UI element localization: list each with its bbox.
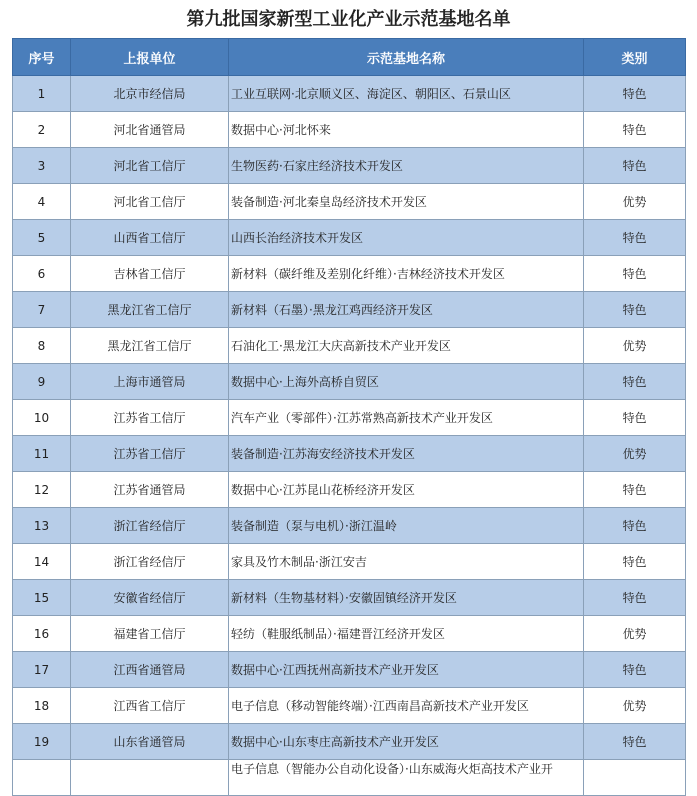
cell-category: 特色 — [584, 148, 686, 184]
cell-unit: 上海市通管局 — [71, 364, 229, 400]
cell-unit: 山东省通管局 — [71, 724, 229, 760]
table-row — [13, 436, 686, 472]
cell-base-name: 数据中心·江苏昆山花桥经济开发区 — [229, 472, 584, 508]
cell-unit: 安徽省经信厅 — [71, 580, 229, 616]
cell-index: 2 — [13, 112, 71, 148]
cell-category: 特色 — [584, 508, 686, 544]
cell-index: 8 — [13, 328, 71, 364]
cell-category: 特色 — [584, 112, 686, 148]
table-body — [13, 76, 686, 796]
cell-category: 特色 — [584, 472, 686, 508]
cell-unit: 江苏省通管局 — [71, 472, 229, 508]
cell-unit — [71, 760, 229, 796]
cell-index: 14 — [13, 544, 71, 580]
cell-base-name: 新材料（碳纤维及差别化纤维）·吉林经济技术开发区 — [229, 256, 584, 292]
cell-category: 特色 — [584, 724, 686, 760]
cell-category: 优势 — [584, 688, 686, 724]
cell-category: 特色 — [584, 76, 686, 112]
cell-base-name: 数据中心·河北怀来 — [229, 112, 584, 148]
cell-base-name: 数据中心·江西抚州高新技术产业开发区 — [229, 652, 584, 688]
cell-unit: 江西省工信厅 — [71, 688, 229, 724]
cell-base-name: 新材料（生物基材料）·安徽固镇经济开发区 — [229, 580, 584, 616]
table-row — [13, 220, 686, 256]
table-row — [13, 292, 686, 328]
table-row — [13, 364, 686, 400]
cell-unit: 河北省工信厅 — [71, 148, 229, 184]
table-row — [13, 652, 686, 688]
cell-unit: 黑龙江省工信厅 — [71, 328, 229, 364]
cell-index: 10 — [13, 400, 71, 436]
cell-index: 19 — [13, 724, 71, 760]
cell-index: 11 — [13, 436, 71, 472]
cell-unit: 山西省工信厅 — [71, 220, 229, 256]
cell-base-name: 数据中心·山东枣庄高新技术产业开发区 — [229, 724, 584, 760]
cell-index: 6 — [13, 256, 71, 292]
cell-unit: 福建省工信厅 — [71, 616, 229, 652]
cell-unit: 江西省通管局 — [71, 652, 229, 688]
cell-unit: 江苏省工信厅 — [71, 436, 229, 472]
cell-index: 15 — [13, 580, 71, 616]
cell-category: 特色 — [584, 364, 686, 400]
cell-index: 17 — [13, 652, 71, 688]
cell-category: 特色 — [584, 220, 686, 256]
cell-category: 特色 — [584, 292, 686, 328]
header-unit: 上报单位 — [71, 39, 229, 76]
cell-category: 特色 — [584, 400, 686, 436]
table-row — [13, 544, 686, 580]
cell-base-name: 家具及竹木制品·浙江安吉 — [229, 544, 584, 580]
header-index: 序号 — [13, 39, 71, 76]
cell-index: 9 — [13, 364, 71, 400]
cell-unit: 江苏省工信厅 — [71, 400, 229, 436]
cell-category: 特色 — [584, 580, 686, 616]
cell-category: 优势 — [584, 328, 686, 364]
cell-index: 18 — [13, 688, 71, 724]
cell-index — [13, 760, 71, 796]
header-category: 类别 — [584, 39, 686, 76]
cell-category: 优势 — [584, 616, 686, 652]
cell-index: 5 — [13, 220, 71, 256]
cell-category: 特色 — [584, 652, 686, 688]
header-base-name: 示范基地名称 — [229, 39, 584, 76]
cell-base-name: 装备制造·江苏海安经济技术开发区 — [229, 436, 584, 472]
cell-index: 7 — [13, 292, 71, 328]
cell-unit: 河北省通管局 — [71, 112, 229, 148]
table-row — [13, 508, 686, 544]
demo-base-table — [12, 38, 686, 796]
cell-index: 4 — [13, 184, 71, 220]
cell-unit: 浙江省经信厅 — [71, 544, 229, 580]
table-header-row — [13, 39, 686, 76]
cell-unit: 北京市经信局 — [71, 76, 229, 112]
cell-base-name: 数据中心·上海外高桥自贸区 — [229, 364, 584, 400]
cell-base-name: 装备制造（泵与电机）·浙江温岭 — [229, 508, 584, 544]
cell-base-name: 轻纺（鞋服纸制品）·福建晋江经济开发区 — [229, 616, 584, 652]
table-row — [13, 724, 686, 760]
cell-unit: 黑龙江省工信厅 — [71, 292, 229, 328]
table-row — [13, 400, 686, 436]
cell-index: 13 — [13, 508, 71, 544]
cell-base-name: 生物医药·石家庄经济技术开发区 — [229, 148, 584, 184]
table-row — [13, 256, 686, 292]
table-row — [13, 580, 686, 616]
table-row — [13, 76, 686, 112]
cell-base-name: 工业互联网·北京顺义区、海淀区、朝阳区、石景山区 — [229, 76, 584, 112]
cell-index: 3 — [13, 148, 71, 184]
page-title: 第九批国家新型工业化产业示范基地名单 — [186, 9, 511, 30]
cell-base-name: 山西长治经济技术开发区 — [229, 220, 584, 256]
cell-base-name: 电子信息（移动智能终端）·江西南昌高新技术产业开发区 — [229, 688, 584, 724]
table-row — [13, 472, 686, 508]
cell-unit: 吉林省工信厅 — [71, 256, 229, 292]
cell-category: 特色 — [584, 544, 686, 580]
table-row — [13, 616, 686, 652]
cell-index: 16 — [13, 616, 71, 652]
table-row — [13, 148, 686, 184]
cell-category: 特色 — [584, 256, 686, 292]
cell-category: 优势 — [584, 184, 686, 220]
cell-base-name: 新材料（石墨）·黑龙江鸡西经济开发区 — [229, 292, 584, 328]
cell-base-name: 装备制造·河北秦皇岛经济技术开发区 — [229, 184, 584, 220]
cell-unit: 浙江省经信厅 — [71, 508, 229, 544]
cell-category — [584, 760, 686, 796]
cell-category: 优势 — [584, 436, 686, 472]
table-row — [13, 688, 686, 724]
table-row — [13, 184, 686, 220]
table-row — [13, 112, 686, 148]
cell-index: 1 — [13, 76, 71, 112]
cell-base-name: 电子信息（智能办公自动化设备）·山东威海火炬高技术产业开 — [229, 760, 584, 796]
table-row — [13, 328, 686, 364]
cell-index: 12 — [13, 472, 71, 508]
table-row — [13, 760, 686, 796]
cell-base-name: 汽车产业（零部件）·江苏常熟高新技术产业开发区 — [229, 400, 584, 436]
cell-unit: 河北省工信厅 — [71, 184, 229, 220]
cell-base-name: 石油化工·黑龙江大庆高新技术产业开发区 — [229, 328, 584, 364]
